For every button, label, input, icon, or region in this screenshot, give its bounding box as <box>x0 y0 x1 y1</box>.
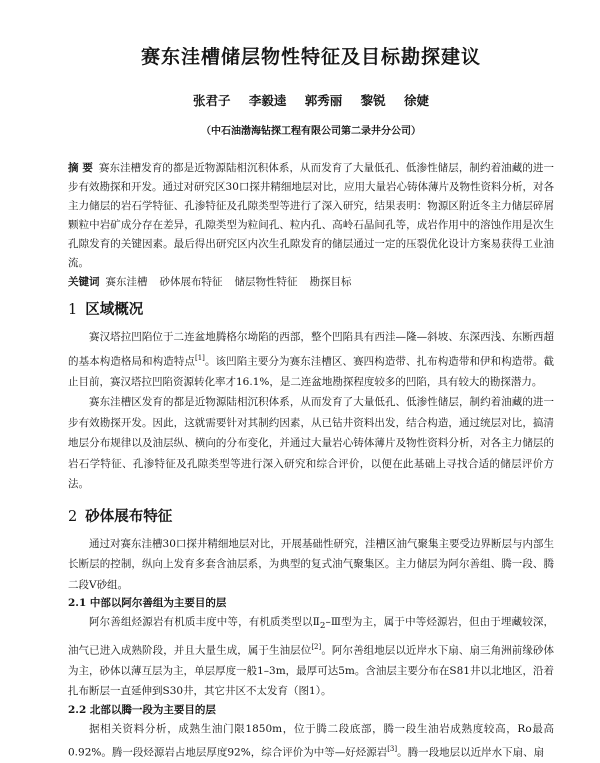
keyword: 砂体展布特征 <box>159 276 223 288</box>
keywords <box>68 273 554 292</box>
section-1-paragraph-1: 赛汉塔拉凹陷位于二连盆地腾格尔坳陷的西部，整个凹陷具有西洼—隆—斜坡、东深西浅、东断西超的基本构造格局和构造特点[1]。该凹陷主要分为赛东洼槽区、赛四构造带、扎布构造带和伊和构造带。截止目前，赛汉塔拉凹陷资源转化率才16.1%，是二连盆地勘探程度较多的凹陷，具有较大的勘探潜力。 <box>68 331 555 388</box>
section-heading-1: 1 区域概况 <box>68 301 144 318</box>
abstract-text: 赛东洼槽发育的都是近物源陆相沉积体系，从而发育了大量低孔、低渗性储层，制约着油藏的进一步有效勘探和开发。通过对研究区30口探井精细地层对比，应用大量岩心铸体薄片及物性资料分析，对各主力储层的岩石学特征、孔渗特征及孔隙类型等进行了深入研究，结果表明：物源区附近冬主力储层碎屑颗粒中岩矿成分存在差异，孔隙类型为粒间孔、粒内孔、高岭石晶间孔等，成岩作用中的溶蚀作用是次生孔隙发育的关键因素。最后得出研究区内次生孔隙发育的储层通过一定的压裂优化设计方案易获得工业油流。 <box>68 162 555 269</box>
author: 李毅逵 <box>248 93 287 108</box>
abstract-label: 摘 要 <box>68 162 93 174</box>
author-list <box>68 91 554 109</box>
subsection-heading-2-1: 2.1 中部以阿尔善组为主要目的层 <box>68 597 227 609</box>
keywords-label: 关键词 <box>68 276 100 288</box>
affiliation: （中石油渤海钻探工程有限公司第二录井分公司） <box>201 126 421 137</box>
section-heading-2: 2 砂体展布特征 <box>68 507 173 525</box>
keyword: 储层物性特征 <box>234 276 298 288</box>
subsection-2-1-paragraph: 阿尔善组烃源岩有机质丰度中等，有机质类型以$Ⅱ_2-Ⅲ$型为主，属于中等烃源岩，但由于埋藏较深，油气已进入成熟阶段，并且大量生成，属于生油层位[2]。阿尔善组地层以近岸水下扇、扇三角洲前缘砂体为主，砂体以薄互层为主，单层厚度一般1–3m，最厚可达5m。含油层主要分布在S81井以北地区，沿着扎布断层一直延伸到S30井，其它井区不太发育（图1）。 <box>68 616 555 698</box>
author: 张君子 <box>192 93 231 108</box>
author: 郭秀丽 <box>304 93 343 108</box>
subsection-heading-2-2: 2.2 北部以腾一段为主要目的层 <box>68 703 216 716</box>
citation: [2] <box>311 642 322 651</box>
abstract <box>68 159 554 273</box>
author: 徐婕 <box>403 93 429 108</box>
keyword: 赛东洼槽 <box>105 276 148 288</box>
section-1-paragraph-2: 赛东洼槽区发育的都是近物源陆相沉积体系，从而发育了大量低孔、低渗性储层，制约着油藏的进一步有效勘探开发。因此，这就需要针对其制约因素，从已钻井资料出发，结合构造，通过统层对比，搞清地层分布规律以及油层纵、横向的分布变化，并通过大量岩心铸体薄片及物性资料分析，对各主力储层的岩石学特征、孔渗特征及孔隙类型等进行深入研究和综合评价，以便在此基础上寻找合适的储层评价方法。 <box>68 396 554 490</box>
author: 黎锐 <box>360 93 386 108</box>
keyword: 勘探目标 <box>309 276 352 288</box>
citation: [1] <box>194 353 205 362</box>
section-2-paragraph-1: 通过对赛东洼槽30口探井精细地层对比，开展基础性研究，洼槽区油气聚集主要受边界断层与内部生长断层的控制，纵向上发育多套含油层系，为典型的复式油气聚集区。主力储层为阿尔善组、腾一段、腾二段V砂组。 <box>68 537 554 591</box>
subsection-2-2-paragraph: 据相关资料分析，成熟生油门限1850m，位于腾二段底部，腾一段生油岩成熟度较高，Ro最高0.92%。腾一段烃源岩占地层厚度92%，综合评价为中等—好烃源岩[3]。腾一段地层以近岸水下扇、扇 <box>68 722 554 759</box>
paper-title: 赛东洼槽储层物性特征及目标勘探建议 <box>140 46 481 68</box>
citation: [3] <box>387 745 398 754</box>
